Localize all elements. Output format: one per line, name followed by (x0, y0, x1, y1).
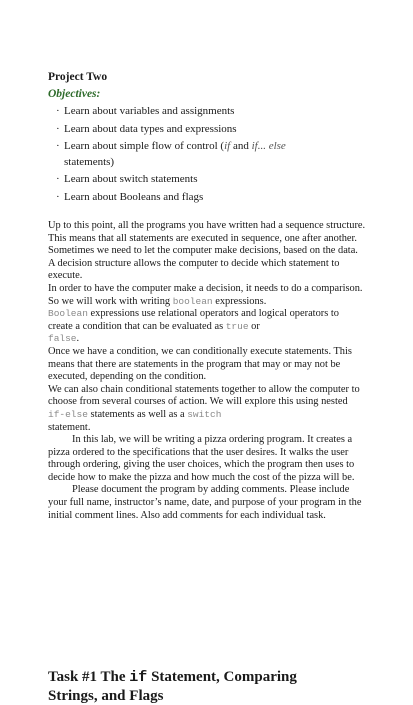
list-item: · Learn about simple flow of control (if and if... else statements) (56, 140, 286, 168)
list-item: · Learn about variables and assignments (56, 104, 356, 120)
task-heading-continued: Strings, and Flags (48, 688, 164, 704)
paragraph: In this lab, we will be writing a pizza ordering program. It creates a pizza ordered to the specifications that the user desires. It walks the user through ordering, giving the user choices, which the program then uses to decide how to make the pizza and how much the cost of the pizza will be. (48, 434, 355, 483)
task-heading: Task #1 The if Statement, Comparing (48, 669, 297, 686)
body-text (48, 220, 366, 522)
paragraph: We can also chain conditional statements together to allow the computer to choose from several courses of action. We will explore this using nested if-else statements as well as a switch statement. (48, 383, 360, 433)
bullet-icon: · (56, 105, 60, 117)
bullet-icon: · (56, 140, 60, 152)
page-title: Project Two (48, 71, 108, 83)
list-item: · Learn about switch statements (56, 172, 356, 188)
bullet-icon: · (56, 173, 60, 185)
bullet-icon: · (56, 122, 60, 135)
paragraph: Please document the program by adding comments. Please include your full name, instructor’s name, date, and purpose of your program in the initial comment lines. Also add comments for each individual task. (48, 484, 362, 521)
list-item: · Learn about Booleans and flags (56, 190, 356, 206)
bullet-icon: · (56, 190, 60, 203)
list-item: · Learn about data types and expressions (56, 122, 356, 138)
objectives-heading: Objectives: (48, 88, 101, 100)
paragraph: Once we have a condition, we can conditionally execute statements. This means that there are statements in the program that may or may not be executed, depending on the condition. (48, 345, 352, 383)
paragraph: In order to have the computer make a decision, it needs to do a comparison. So we will work with writing boolean expressions. Boolean expressions use relational operators and logical operators to create a condition that can be evaluated as true or false. (48, 282, 363, 345)
paragraph: Up to this point, all the programs you have written had a sequence structure. This means that all statements are executed in sequence, one after another. Sometimes we need to let the computer make decisions, based on the data. A decision structure allows the computer to decide which statement to execute. (48, 220, 366, 282)
objectives-list (56, 104, 356, 207)
